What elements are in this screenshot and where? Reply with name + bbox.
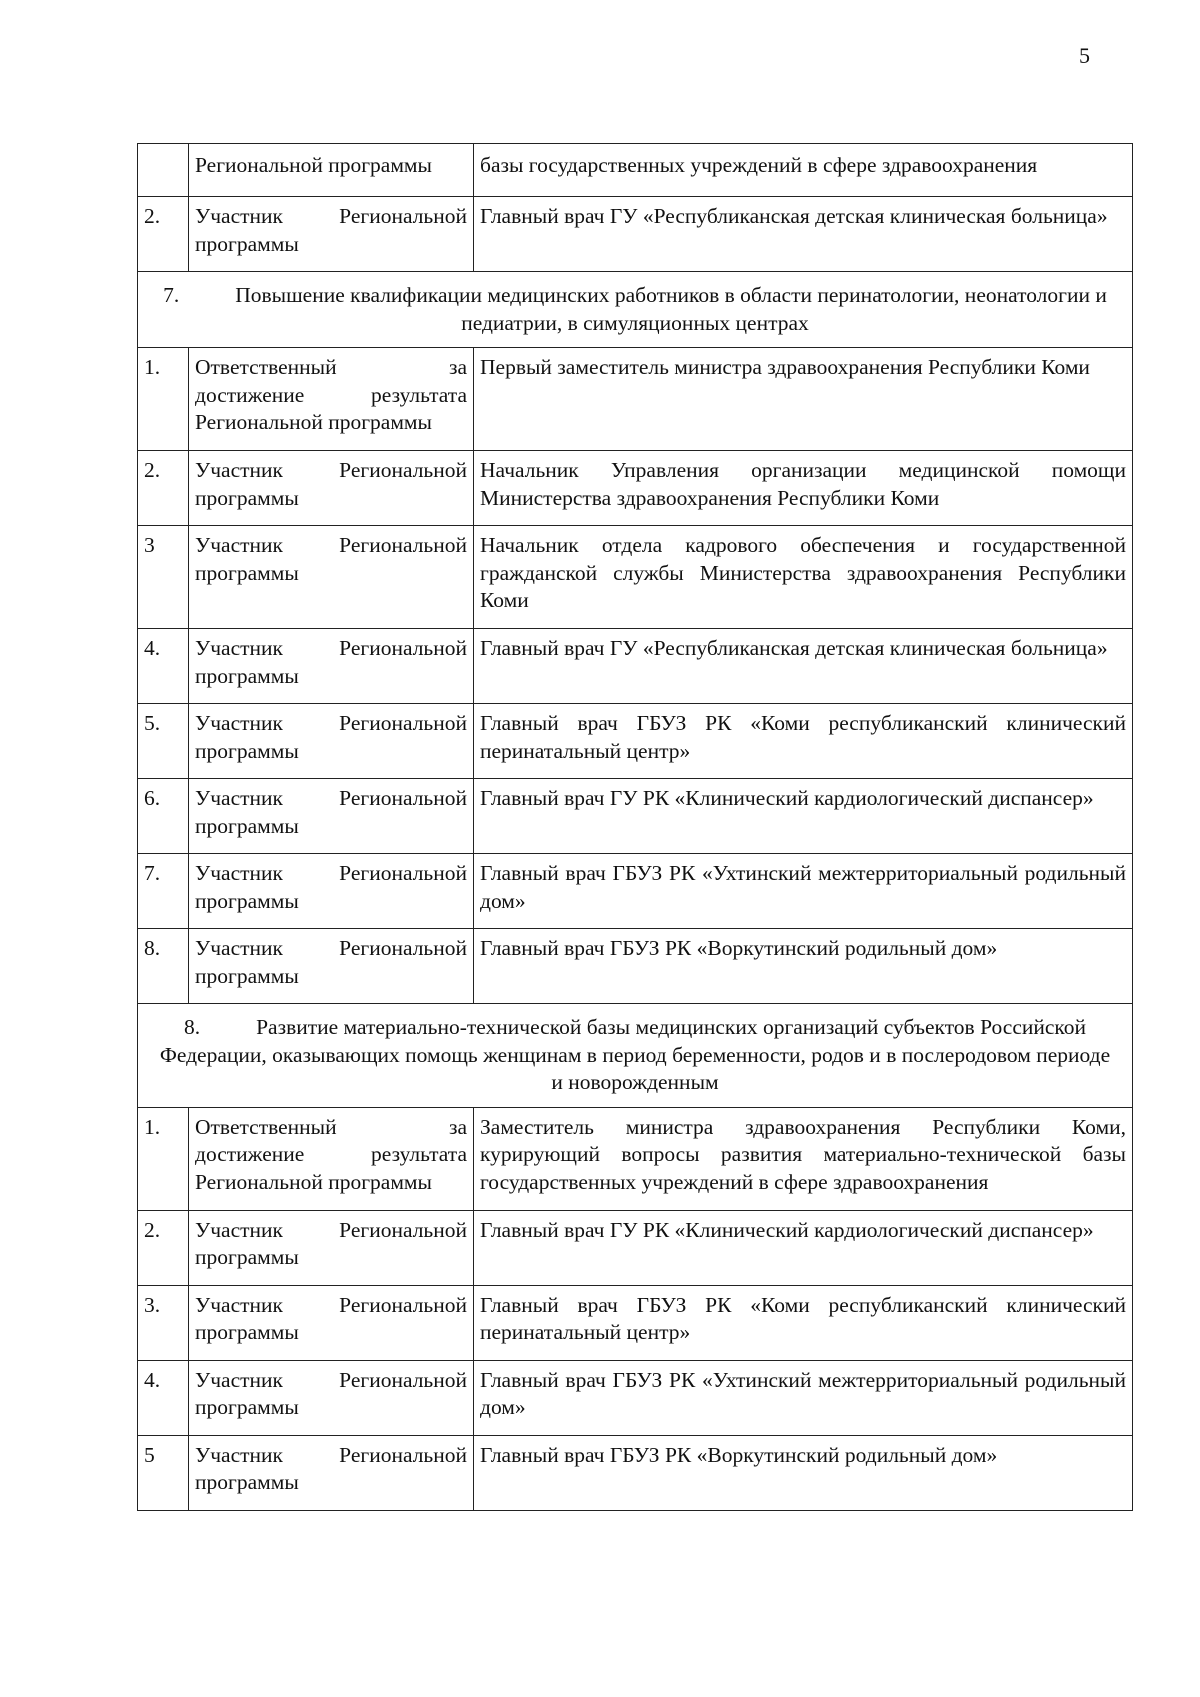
row-role: Участник Региональной программы xyxy=(189,779,474,854)
table-row xyxy=(138,854,1133,929)
row-person: Первый заместитель министра здравоохранения Республики Коми xyxy=(474,348,1133,451)
table-row xyxy=(138,348,1133,451)
table-row xyxy=(138,704,1133,779)
row-number: 1. xyxy=(138,1107,189,1210)
row-number: 5 xyxy=(138,1435,189,1510)
section-number: 7. xyxy=(163,283,180,307)
row-role: Участник Региональной программы xyxy=(189,1285,474,1360)
section-8-header xyxy=(138,1004,1133,1108)
row-role: Участник Региональной программы xyxy=(189,629,474,704)
row-number: 1. xyxy=(138,348,189,451)
table-row xyxy=(138,629,1133,704)
row-person: Главный врач ГУ «Республиканская детская клиническая больница» xyxy=(474,197,1133,272)
section-title: Развитие материально-технической базы медицинских организаций субъектов Российской Федерации, оказывающих помощь женщинам в период беременности, родов и в послеродовом периоде и новорожденным xyxy=(159,1015,1111,1094)
row-person: Начальник Управления организации медицинской помощи Министерства здравоохранения Республики Коми xyxy=(474,451,1133,526)
section-header-row xyxy=(138,272,1133,348)
row-number: 8. xyxy=(138,929,189,1004)
table-row xyxy=(138,197,1133,272)
section-title: Повышение квалификации медицинских работников в области перинатологии, неонатологии и педиатрии, в симуляционных центрах xyxy=(235,283,1107,335)
row-person: Главный врач ГБУЗ РК «Коми республиканский клинический перинатальный центр» xyxy=(474,1285,1133,1360)
row-number: 4. xyxy=(138,1360,189,1435)
row-number xyxy=(138,144,189,197)
section-header-row xyxy=(138,1004,1133,1108)
table-row xyxy=(138,526,1133,629)
row-person: Главный врач ГБУЗ РК «Ухтинский межтерриториальный родильный дом» xyxy=(474,854,1133,929)
row-number: 2. xyxy=(138,1210,189,1285)
row-role: Участник Региональной программы xyxy=(189,197,474,272)
page-number: 5 xyxy=(1079,43,1090,68)
row-role: Участник Региональной программы xyxy=(189,704,474,779)
row-number: 4. xyxy=(138,629,189,704)
table-row xyxy=(138,1107,1133,1210)
row-role: Участник Региональной программы xyxy=(189,451,474,526)
table-row xyxy=(138,1285,1133,1360)
row-person: Начальник отдела кадрового обеспечения и государственной гражданской службы Министерства здравоохранения Республики Коми xyxy=(474,526,1133,629)
row-role: Участник Региональной программы xyxy=(189,526,474,629)
row-role: Участник Региональной программы xyxy=(189,1360,474,1435)
row-role: Региональной программы xyxy=(189,144,474,197)
table-row xyxy=(138,1435,1133,1510)
row-person: Главный врач ГУ РК «Клинический кардиологический диспансер» xyxy=(474,779,1133,854)
row-role: Ответственный за достижение результата Региональной программы xyxy=(189,348,474,451)
table-row xyxy=(138,929,1133,1004)
row-role: Участник Региональной программы xyxy=(189,929,474,1004)
row-person: Главный врач ГУ «Республиканская детская клиническая больница» xyxy=(474,629,1133,704)
section-7-header xyxy=(138,272,1133,348)
row-number: 3. xyxy=(138,1285,189,1360)
row-number: 7. xyxy=(138,854,189,929)
table-row xyxy=(138,451,1133,526)
row-role: Участник Региональной программы xyxy=(189,1210,474,1285)
row-person: Главный врач ГБУЗ РК «Коми республиканский клинический перинатальный центр» xyxy=(474,704,1133,779)
row-person: Главный врач ГБУЗ РК «Ухтинский межтерриториальный родильный дом» xyxy=(474,1360,1133,1435)
row-role: Ответственный за достижение результата Региональной программы xyxy=(189,1107,474,1210)
section-number: 8. xyxy=(183,1015,201,1039)
table-row xyxy=(138,1360,1133,1435)
row-number: 2. xyxy=(138,197,189,272)
table-row xyxy=(138,779,1133,854)
row-person: базы государственных учреждений в сфере здравоохранения xyxy=(474,144,1133,197)
row-person: Главный врач ГБУЗ РК «Воркутинский родильный дом» xyxy=(474,1435,1133,1510)
row-number: 6. xyxy=(138,779,189,854)
row-number: 5. xyxy=(138,704,189,779)
table-row xyxy=(138,1210,1133,1285)
row-person: Заместитель министра здравоохранения Республики Коми, курирующий вопросы развития материально-технической базы государственных учреждений в сфере здравоохранения xyxy=(474,1107,1133,1210)
row-person: Главный врач ГУ РК «Клинический кардиологический диспансер» xyxy=(474,1210,1133,1285)
table-row xyxy=(138,144,1133,197)
row-number: 2. xyxy=(138,451,189,526)
row-person: Главный врач ГБУЗ РК «Воркутинский родильный дом» xyxy=(474,929,1133,1004)
row-role: Участник Региональной программы xyxy=(189,1435,474,1510)
responsibility-table xyxy=(137,143,1133,1511)
row-role: Участник Региональной программы xyxy=(189,854,474,929)
row-number: 3 xyxy=(138,526,189,629)
